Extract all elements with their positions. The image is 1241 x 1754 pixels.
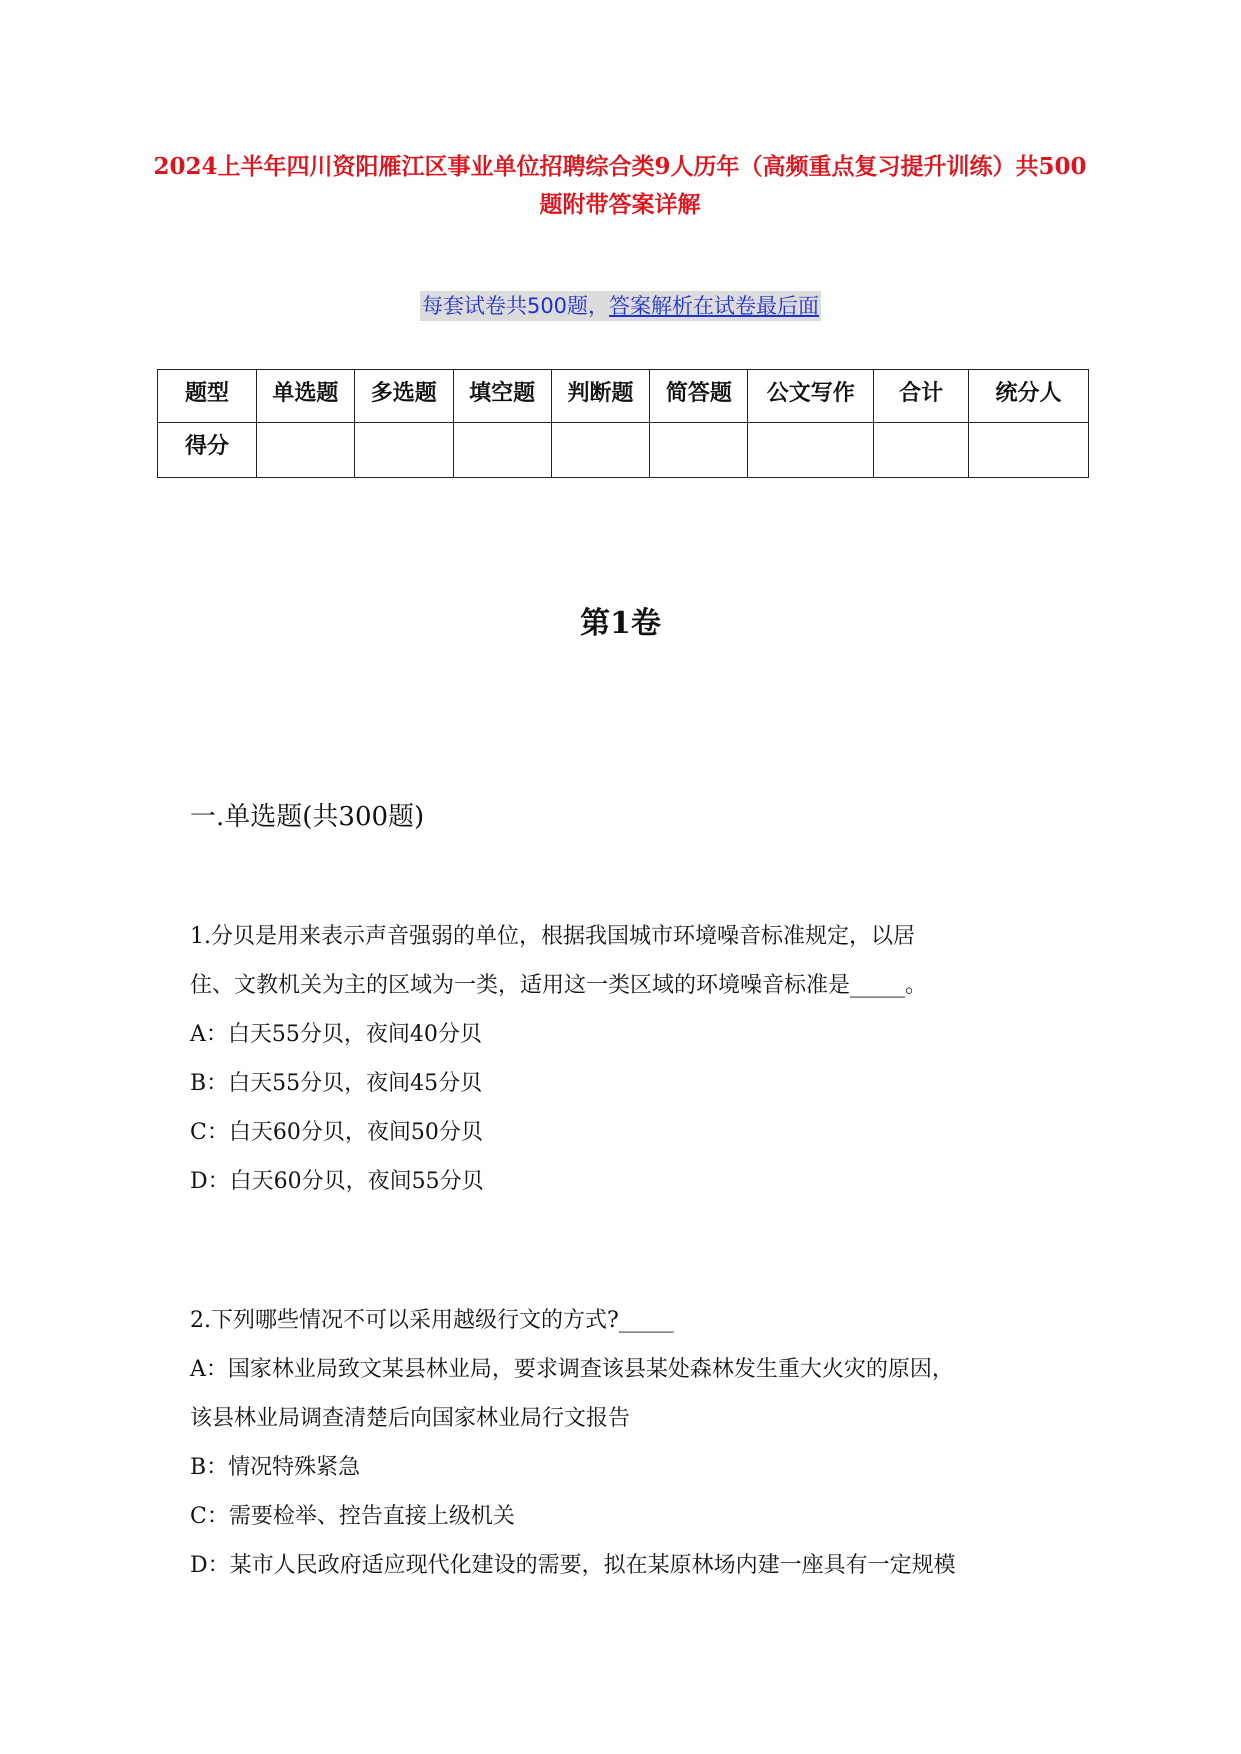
option-a-continued: 该县林业局调查清楚后向国家林业局行文报告 — [190, 1406, 631, 1431]
score-cell — [453, 423, 551, 478]
option-c: C：需要检举、控告直接上级机关 — [190, 1504, 515, 1529]
header-cell-multiple-choice: 多选题 — [354, 370, 453, 423]
option-b: B：白天55分贝，夜间45分贝 — [190, 1071, 483, 1096]
question-2 — [190, 1296, 1070, 1590]
header-cell-fill-blank: 填空题 — [453, 370, 551, 423]
score-cell — [256, 423, 354, 478]
header-cell-type: 题型 — [158, 370, 257, 423]
score-cell — [650, 423, 748, 478]
volume-title: 第1卷 — [580, 606, 661, 641]
question-1 — [190, 912, 1070, 1206]
header-cell-single-choice: 单选题 — [256, 370, 354, 423]
score-cell — [748, 423, 874, 478]
score-cell — [551, 423, 650, 478]
option-c: C：白天60分贝，夜间50分贝 — [190, 1120, 483, 1145]
header-cell-short-answer: 简答题 — [650, 370, 748, 423]
header-cell-official-writing: 公文写作 — [748, 370, 874, 423]
option-b: B：情况特殊紧急 — [190, 1455, 361, 1480]
option-a: A：白天55分贝，夜间40分贝 — [190, 1022, 482, 1047]
score-row-label: 得分 — [158, 423, 257, 478]
section-title: 一.单选题(共300题) — [190, 802, 425, 832]
header-cell-true-false: 判断题 — [551, 370, 650, 423]
score-cell — [969, 423, 1089, 478]
score-table-score-row — [158, 423, 1089, 478]
score-cell — [354, 423, 453, 478]
option-d: D：白天60分贝，夜间55分贝 — [190, 1169, 484, 1194]
option-d: D：某市人民政府适应现代化建设的需要，拟在某原林场内建一座具有一定规模 — [190, 1553, 956, 1578]
score-cell — [874, 423, 969, 478]
question-stem-line: 住、文教机关为主的区域为一类，适用这一类区域的环境噪音标准是_____。 — [190, 973, 928, 998]
subtitle-part1: 每套试卷共500题， — [421, 294, 610, 318]
score-table-header-row — [158, 370, 1089, 423]
option-a: A：国家林业局致文某县林业局，要求调查该县某处森林发生重大火灾的原因， — [190, 1357, 954, 1382]
subtitle-container — [0, 291, 1241, 321]
header-cell-scorer: 统分人 — [969, 370, 1089, 423]
question-stem-line: 2.下列哪些情况不可以采用越级行文的方式?_____ — [190, 1308, 674, 1333]
document-title: 2024上半年四川资阳雁江区事业单位招聘综合类9人历年（高频重点复习提升训练）共500题附带答案详解 — [153, 153, 1087, 218]
subtitle — [420, 291, 821, 321]
subtitle-part2: 答案解析在试卷最后面 — [609, 294, 820, 318]
question-stem-line: 1.分贝是用来表示声音强弱的单位，根据我国城市环境噪音标准规定，以居 — [190, 924, 915, 949]
header-cell-total: 合计 — [874, 370, 969, 423]
score-table — [157, 369, 1089, 478]
